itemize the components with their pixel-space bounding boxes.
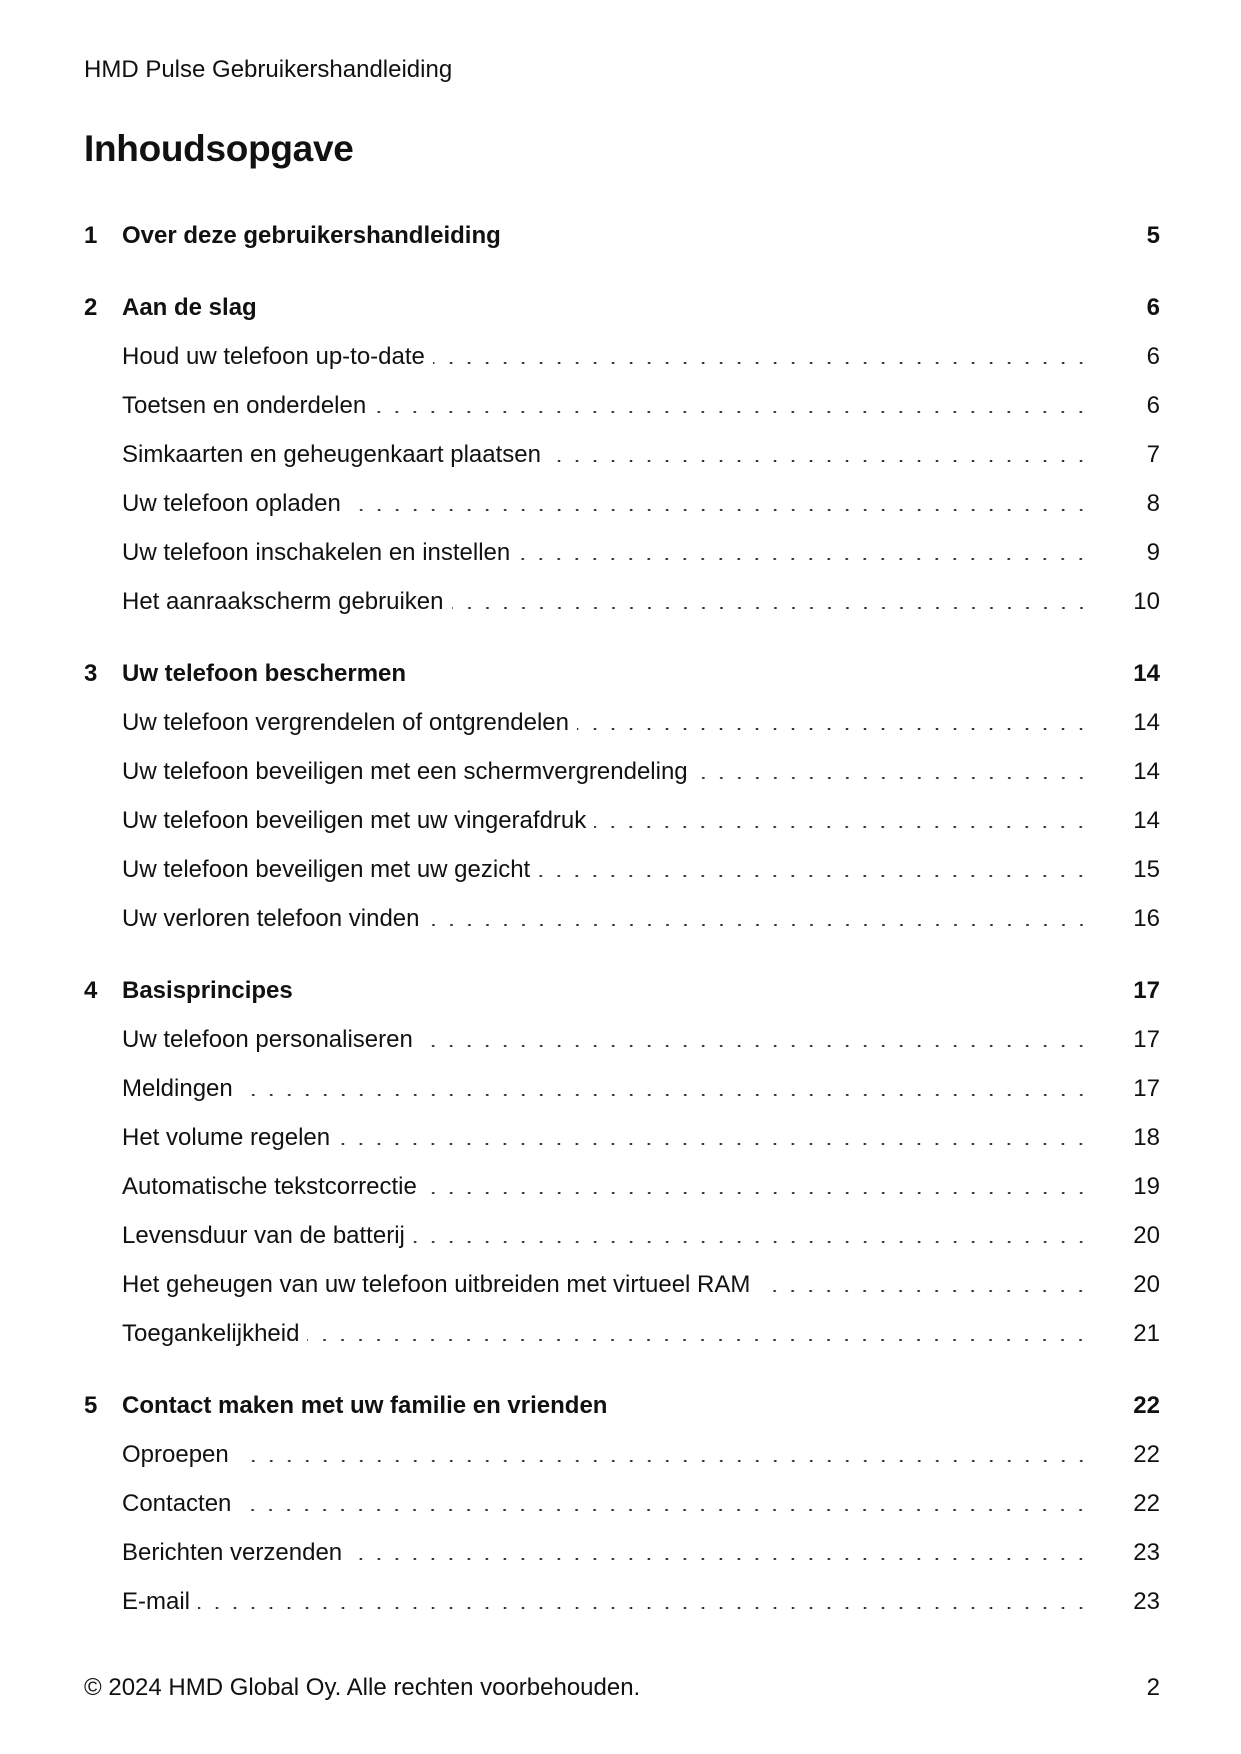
dot-leader <box>425 1192 1090 1194</box>
dot-leader <box>758 1290 1090 1292</box>
entry-page-number: 9 <box>1146 539 1160 566</box>
toc-entry[interactable] <box>84 479 1160 528</box>
toc-chapter-row[interactable] <box>84 967 1160 1015</box>
entry-title: Levensduur van de batterij <box>122 1222 405 1249</box>
entry-title: Berichten verzenden <box>122 1539 343 1566</box>
toc-chapter-row[interactable] <box>84 650 1160 698</box>
dot-leader <box>198 1607 1090 1609</box>
chapter-page-number: 5 <box>1146 222 1160 249</box>
toc-entry[interactable] <box>84 796 1160 845</box>
chapter-page-number: 6 <box>1146 294 1160 321</box>
copyright-notice: © 2024 HMD Global Oy. Alle rechten voorbehouden. <box>84 1674 641 1701</box>
dot-leader <box>241 1094 1090 1096</box>
entry-title: Uw telefoon inschakelen en instellen <box>122 539 511 566</box>
toc-entry[interactable] <box>84 332 1160 381</box>
entry-title: Contacten <box>122 1490 232 1517</box>
entry-page-number: 22 <box>1133 1441 1160 1468</box>
entry-page-number: 14 <box>1133 709 1160 736</box>
entry-page-number: 22 <box>1133 1490 1160 1517</box>
entry-title: Uw verloren telefoon vinden <box>122 905 420 932</box>
dot-leader <box>549 460 1090 462</box>
entry-page-number: 16 <box>1133 905 1160 932</box>
toc-entry[interactable] <box>84 1064 1160 1113</box>
dot-leader <box>349 509 1090 511</box>
toc-entry[interactable] <box>84 1430 1160 1479</box>
toc-entry[interactable] <box>84 577 1160 626</box>
dot-leader <box>433 362 1090 364</box>
page-number: 2 <box>1146 1674 1160 1701</box>
toc-chapter <box>84 284 1160 626</box>
entry-page-number: 6 <box>1146 343 1160 370</box>
entry-page-number: 20 <box>1133 1271 1160 1298</box>
toc-entry[interactable] <box>84 698 1160 747</box>
dot-leader <box>594 826 1090 828</box>
chapter-title: Contact maken met uw familie en vrienden <box>122 1392 608 1419</box>
toc-entry[interactable] <box>84 894 1160 943</box>
toc-chapter <box>84 967 1160 1358</box>
entry-title: Het geheugen van uw telefoon uitbreiden met virtueel RAM <box>122 1271 751 1298</box>
entry-title: Oproepen <box>122 1441 229 1468</box>
toc-entry[interactable] <box>84 381 1160 430</box>
running-header: HMD Pulse Gebruikershandleiding <box>84 56 453 83</box>
entry-title: Meldingen <box>122 1075 233 1102</box>
entry-page-number: 15 <box>1133 856 1160 883</box>
dot-leader <box>307 1339 1090 1341</box>
chapter-title: Aan de slag <box>122 294 257 321</box>
chapter-number: 2 <box>84 294 98 321</box>
entry-title: Het volume regelen <box>122 1124 331 1151</box>
entry-page-number: 19 <box>1133 1173 1160 1200</box>
toc-entry[interactable] <box>84 1113 1160 1162</box>
toc-entry[interactable] <box>84 430 1160 479</box>
dot-leader <box>538 875 1090 877</box>
dot-leader <box>696 777 1090 779</box>
entry-page-number: 14 <box>1133 807 1160 834</box>
chapter-number: 5 <box>84 1392 98 1419</box>
entry-page-number: 17 <box>1133 1075 1160 1102</box>
entry-title: Uw telefoon beveiligen met uw gezicht <box>122 856 531 883</box>
page-footer <box>84 1674 1160 1702</box>
entry-page-number: 8 <box>1146 490 1160 517</box>
chapter-page-number: 14 <box>1133 660 1160 687</box>
entry-title: Uw telefoon opladen <box>122 490 341 517</box>
entry-page-number: 23 <box>1133 1588 1160 1615</box>
chapter-title: Over deze gebruikershandleiding <box>122 222 501 249</box>
entry-title: Uw telefoon personaliseren <box>122 1026 413 1053</box>
toc-chapter-row[interactable] <box>84 212 1160 260</box>
chapter-title: Basisprincipes <box>122 977 293 1004</box>
toc-chapter <box>84 650 1160 943</box>
toc-entry[interactable] <box>84 845 1160 894</box>
entry-title: Automatische tekstcorrectie <box>122 1173 417 1200</box>
dot-leader <box>518 558 1090 560</box>
entry-page-number: 6 <box>1146 392 1160 419</box>
dot-leader <box>237 1460 1090 1462</box>
toc-chapter <box>84 1382 1160 1626</box>
table-of-contents <box>84 212 1160 1650</box>
page-title: Inhoudsopgave <box>84 128 354 169</box>
entry-page-number: 14 <box>1133 758 1160 785</box>
entry-page-number: 18 <box>1133 1124 1160 1151</box>
dot-leader <box>421 1045 1090 1047</box>
toc-entry[interactable] <box>84 1015 1160 1064</box>
toc-entry[interactable] <box>84 1528 1160 1577</box>
entry-title: Uw telefoon vergrendelen of ontgrendelen <box>122 709 569 736</box>
entry-title: Houd uw telefoon up-to-date <box>122 343 425 370</box>
toc-entry[interactable] <box>84 1577 1160 1626</box>
entry-title: Het aanraakscherm gebruiken <box>122 588 444 615</box>
entry-title: Toegankelijkheid <box>122 1320 300 1347</box>
toc-chapter-row[interactable] <box>84 284 1160 332</box>
dot-leader <box>428 924 1090 926</box>
entry-title: Simkaarten en geheugenkaart plaatsen <box>122 441 541 468</box>
dot-leader <box>338 1143 1090 1145</box>
entry-title: E-mail <box>122 1588 191 1615</box>
chapter-page-number: 17 <box>1133 977 1160 1004</box>
toc-entry[interactable] <box>84 1309 1160 1358</box>
entry-title: Toetsen en onderdelen <box>122 392 367 419</box>
entry-title: Uw telefoon beveiligen met een schermvergrendeling <box>122 758 688 785</box>
toc-entry[interactable] <box>84 747 1160 796</box>
dot-leader <box>374 411 1090 413</box>
dot-leader <box>577 728 1090 730</box>
toc-entry[interactable] <box>84 1211 1160 1260</box>
toc-chapter <box>84 212 1160 260</box>
chapter-number: 4 <box>84 977 98 1004</box>
entry-page-number: 17 <box>1133 1026 1160 1053</box>
entry-title: Uw telefoon beveiligen met uw vingerafdruk <box>122 807 587 834</box>
toc-chapter-row[interactable] <box>84 1382 1160 1430</box>
chapter-page-number: 22 <box>1133 1392 1160 1419</box>
entry-page-number: 20 <box>1133 1222 1160 1249</box>
toc-entry[interactable] <box>84 528 1160 577</box>
toc-entry[interactable] <box>84 1479 1160 1528</box>
dot-leader <box>239 1509 1090 1511</box>
dot-leader <box>350 1558 1090 1560</box>
dot-leader <box>413 1241 1090 1243</box>
chapter-number: 1 <box>84 222 98 249</box>
entry-page-number: 21 <box>1133 1320 1160 1347</box>
entry-page-number: 7 <box>1146 441 1160 468</box>
toc-entry[interactable] <box>84 1162 1160 1211</box>
toc-entry[interactable] <box>84 1260 1160 1309</box>
entry-page-number: 23 <box>1133 1539 1160 1566</box>
dot-leader <box>452 607 1090 609</box>
entry-page-number: 10 <box>1133 588 1160 615</box>
chapter-number: 3 <box>84 660 98 687</box>
chapter-title: Uw telefoon beschermen <box>122 660 407 687</box>
